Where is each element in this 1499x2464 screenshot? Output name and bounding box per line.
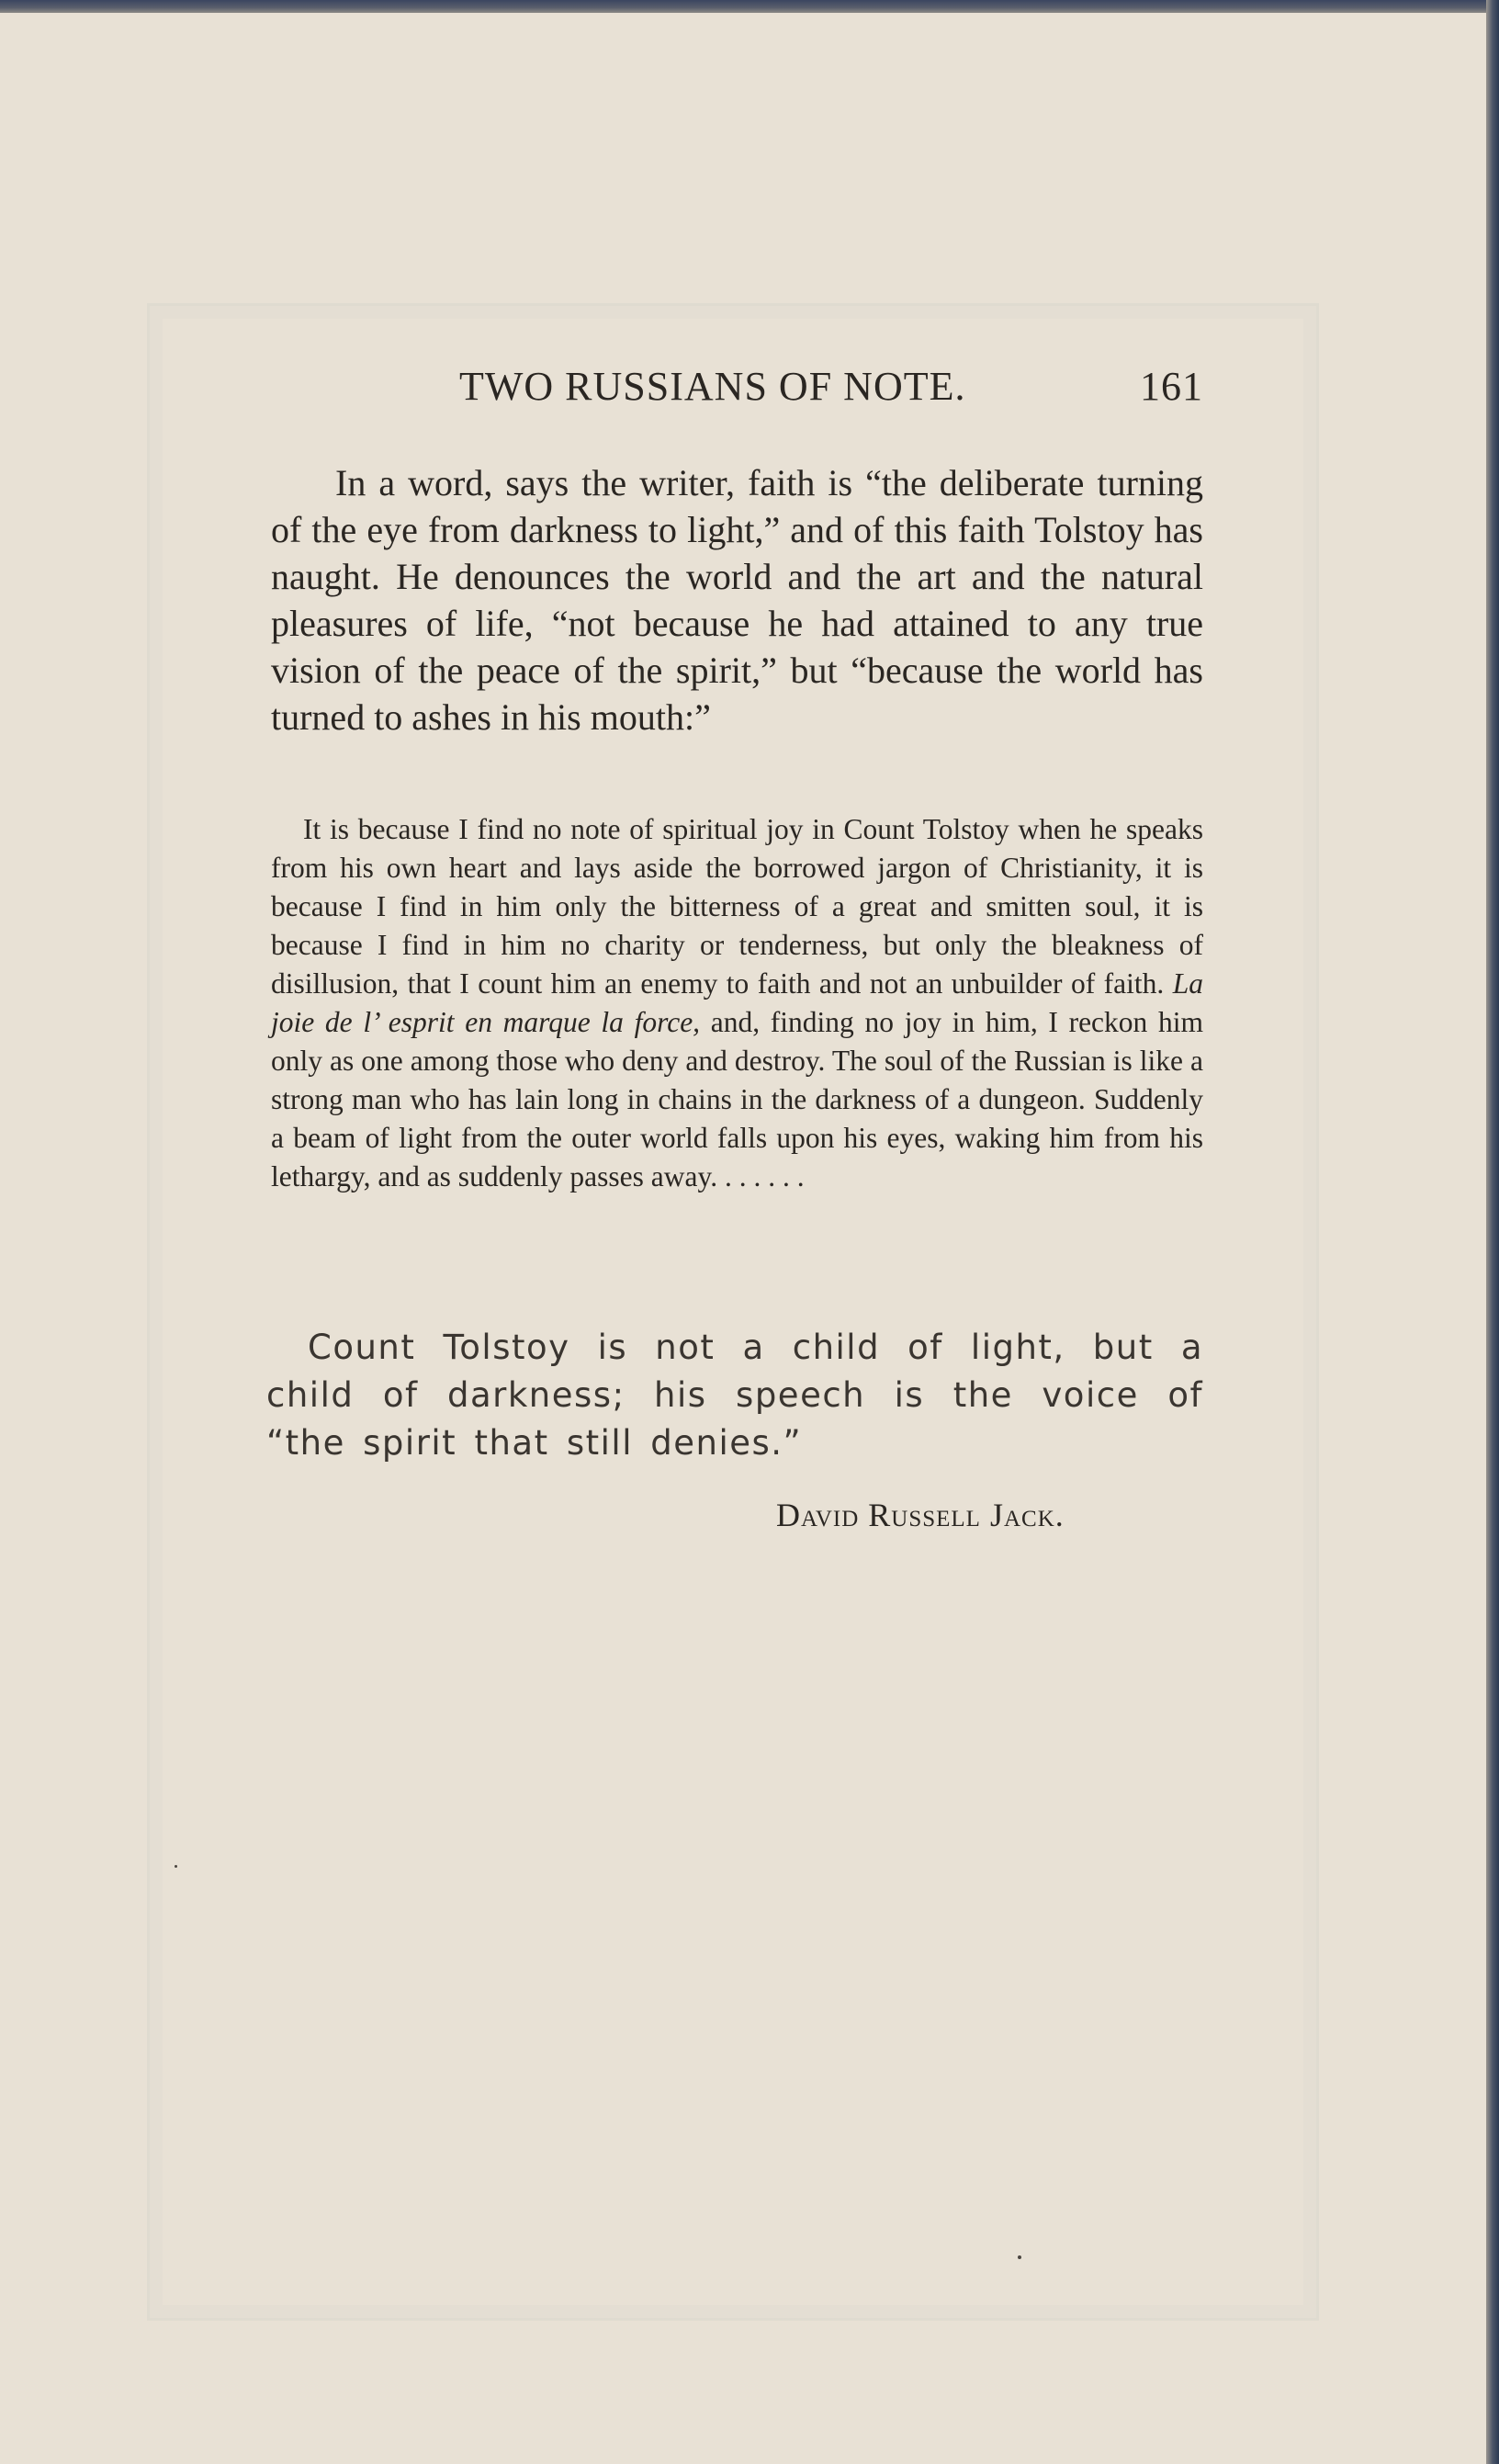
body-paragraph: In a word, says the writer, faith is “the deliberate turning of the eye from darkness to light,” and of this faith Tolstoy has naught. He denounces the world and the art and the natural pleasures of life, “not because he had attained to any true vision of the peace of the spirit,” but “because the world has turned to ashes in his mouth:”: [271, 462, 1203, 738]
running-head: [271, 363, 1203, 427]
book-spine-edge: [1486, 0, 1499, 2464]
page-number: 161: [1140, 364, 1203, 409]
paper-speck: [1018, 2255, 1021, 2259]
book-top-edge: [0, 0, 1499, 13]
quote-text-end: and, finding no joy in him, I reckon him only as one among those who deny and destroy. The soul of the Russian is like a strong man who has lain long in chains in the darkness of a dungeon. Suddenly a beam of light from the outer world falls upon his eyes, waking him from his lethargy, and as suddenly passes away. . . . . . .: [271, 1006, 1203, 1192]
author-signature: David Russell Jack.: [776, 1497, 1065, 1533]
quote-italic-phrase: La joie de l’ esprit en marque la force,: [271, 967, 1203, 1038]
closing-paragraph: Count Tolstoy is not a child of light, but a child of darkness; his speech is the voice of “the spirit that still denies.”: [266, 1328, 1203, 1463]
block-quote: [271, 810, 1203, 1196]
paper-speck: [175, 1865, 177, 1868]
running-head-title: TWO RUSSIANS OF NOTE.: [459, 364, 966, 409]
quote-text-start: It is because I find no note of spiritual joy in Count Tolstoy when he speaks from his own heart and lays aside the borrowed jargon of Christianity, it is because I find in him only the bitterness of a great and smitten soul, it is because I find in him no charity or tenderness, but only the bleakness of disillusion, that I count him an enemy to faith and not an unbuilder of faith.: [271, 813, 1203, 1000]
